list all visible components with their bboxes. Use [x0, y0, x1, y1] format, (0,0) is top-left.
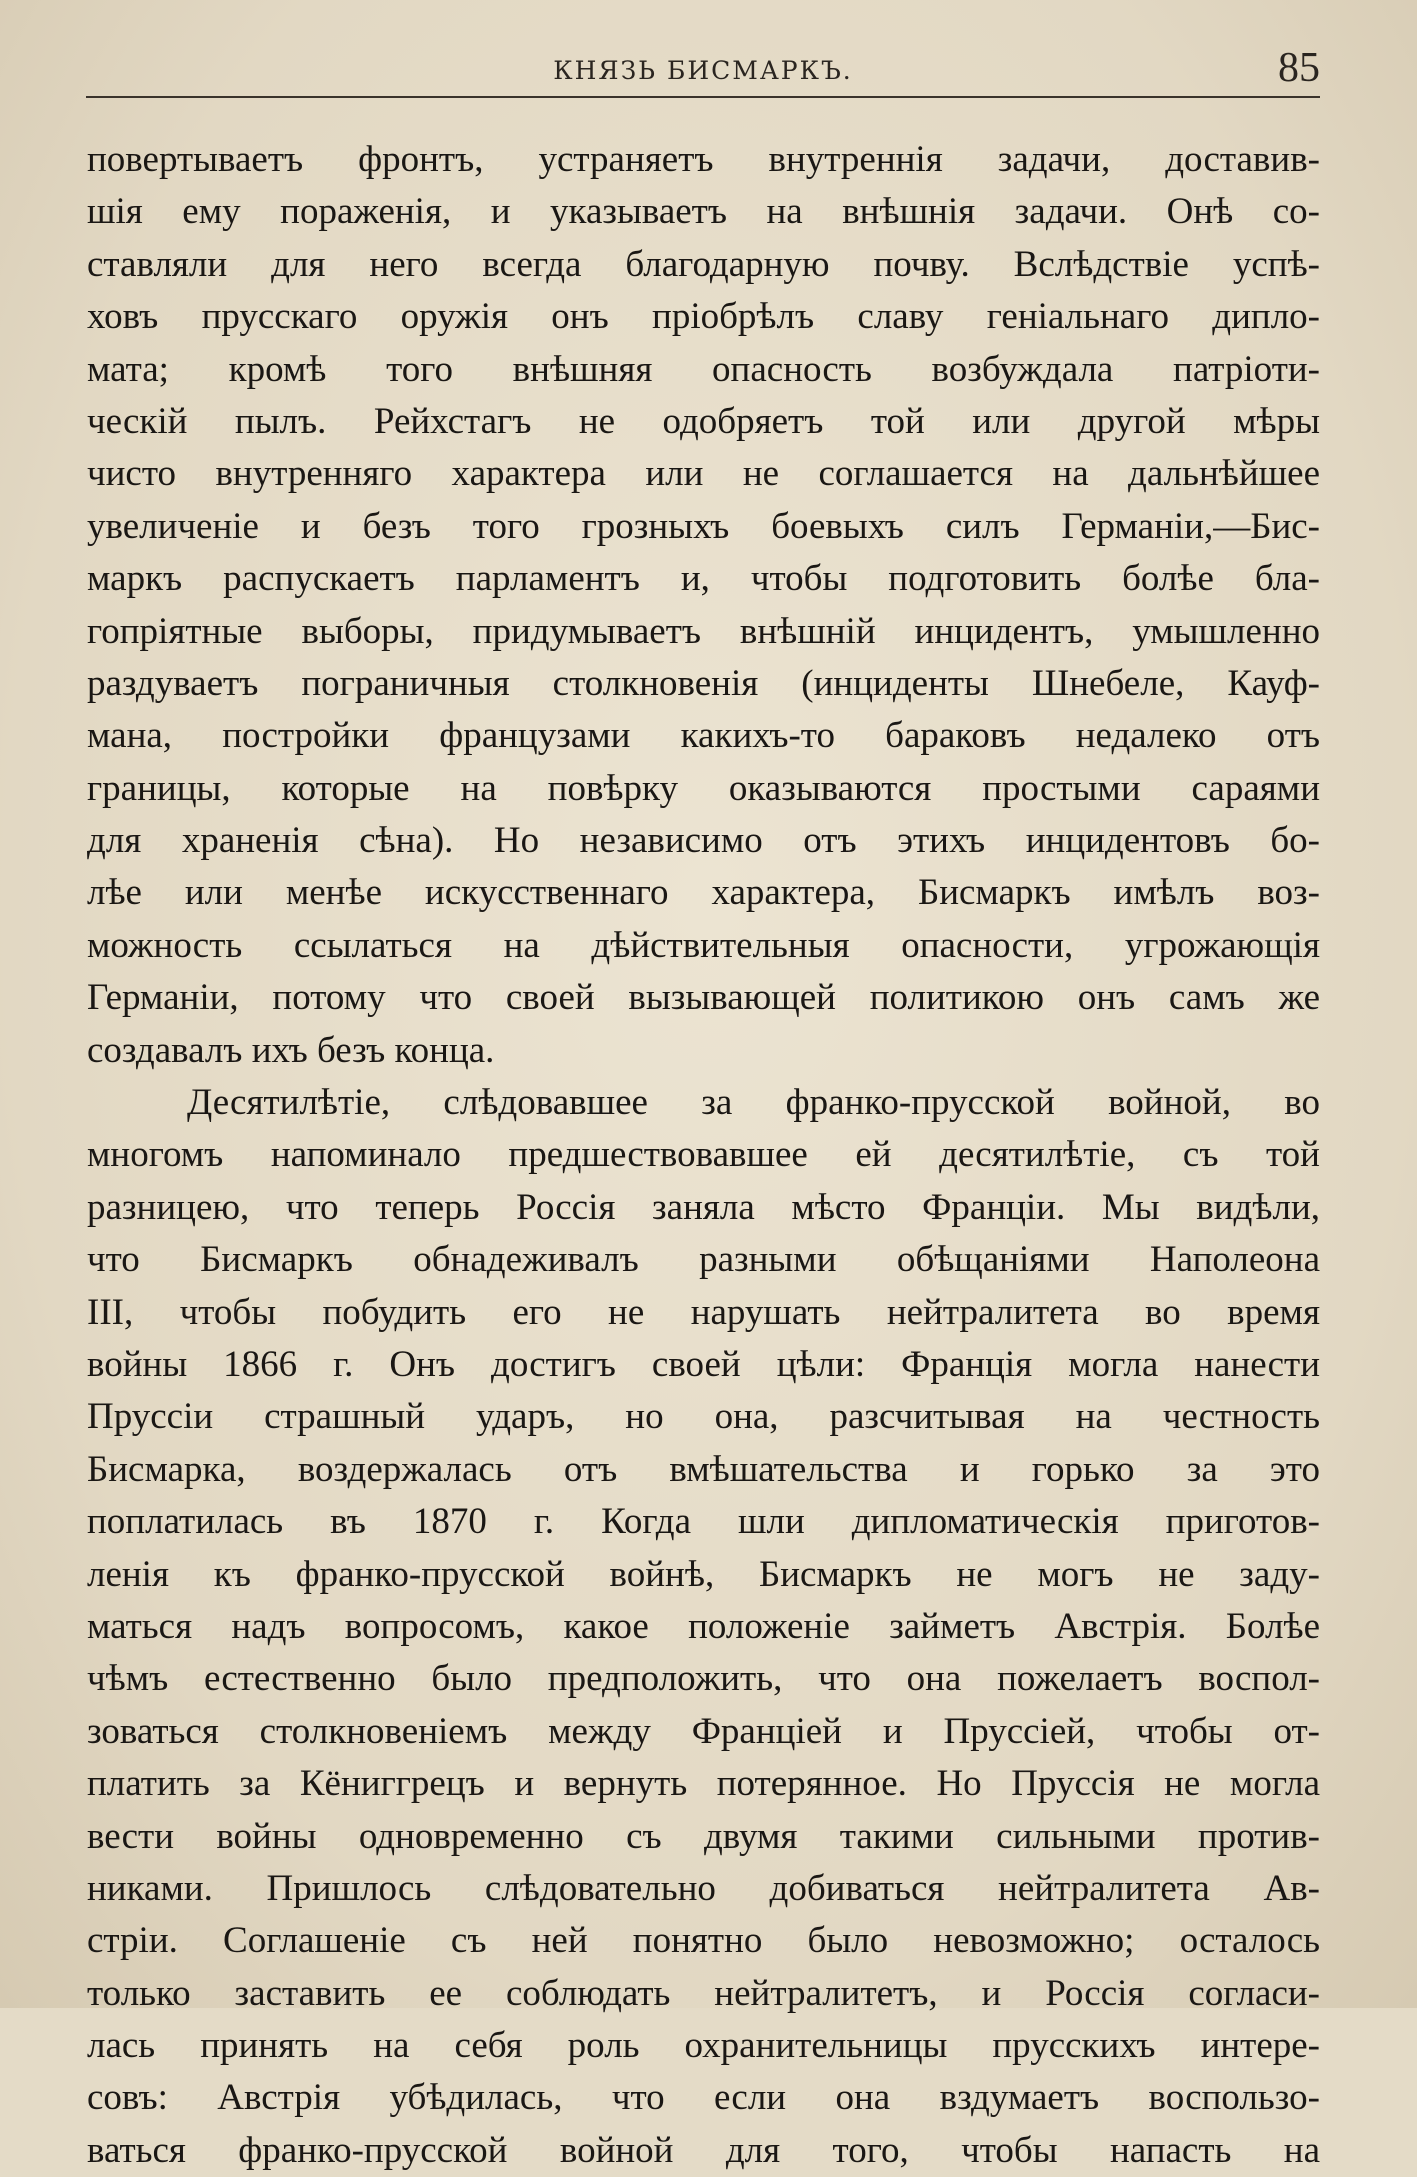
text-line: ленія къ франко-прусской войнѣ, Бисмаркъ не могъ не заду-: [87, 1553, 1320, 1595]
text-line: мана, постройки французами какихъ-то бараковъ недалеко отъ: [87, 715, 1320, 757]
text-line: Пруссіи страшный ударъ, но она, разсчитывая на честность: [87, 1396, 1320, 1438]
text-line: III, чтобы побудить его не нарушать нейтралитета во время: [87, 1291, 1320, 1333]
text-line: чѣмъ естественно было предположить, что она пожелаетъ воспол-: [87, 1658, 1320, 1700]
text-line: границы, которые на повѣрку оказываются простыми сараями: [87, 767, 1320, 809]
header-rule: [86, 96, 1320, 98]
paragraph-first-line: Десятилѣтіе, слѣдовавшее за франко-прусской войной, во: [187, 1082, 1320, 1124]
page-number: 85: [1278, 45, 1320, 91]
text-line: зоваться столкновеніемъ между Франціей и Пруссіей, чтобы от-: [87, 1710, 1320, 1752]
text-line: мата; кромѣ того внѣшняя опасность возбуждала патріоти-: [87, 348, 1320, 390]
text-line: платить за Кёниггрецъ и вернуть потерянное. Но Пруссія не могла: [87, 1763, 1320, 1805]
text-line: маться надъ вопросомъ, какое положеніе займетъ Австрія. Болѣе: [87, 1605, 1320, 1647]
paragraph-last-line: создавалъ ихъ безъ конца.: [87, 1029, 495, 1071]
text-line: что Бисмаркъ обнадеживалъ разными обѣщаніями Наполеона: [87, 1239, 1320, 1281]
text-line: повертываетъ фронтъ, устраняетъ внутреннія задачи, доставив-: [87, 139, 1320, 180]
text-line: ческій пылъ. Рейхстагъ не одобряетъ той или другой мѣры: [87, 400, 1320, 442]
text-line: Германіи, потому что своей вызывающей политикою онъ самъ же: [87, 977, 1320, 1019]
text-line: раздуваетъ пограничныя столкновенія (инциденты Шнебеле, Кауф-: [87, 662, 1320, 704]
text-line: только заставить ее соблюдать нейтралитетъ, и Россія согласи-: [87, 1972, 1320, 2014]
text-line: лѣе или менѣе искусственнаго характера, Бисмаркъ имѣлъ воз-: [87, 872, 1320, 914]
running-title: КНЯЗЬ БИСМАРКЪ.: [553, 56, 853, 85]
running-head: [86, 38, 1320, 98]
text-line: войны 1866 г. Онъ достигъ своей цѣли: Франція могла нанести: [87, 1343, 1320, 1385]
text-line: ховъ прусскаго оружія онъ пріобрѣлъ славу геніальнаго дипло-: [87, 296, 1320, 338]
text-line: увеличеніе и безъ того грозныхъ боевыхъ силъ Германіи,—Бис-: [87, 505, 1320, 547]
text-line: вести войны одновременно съ двумя такими сильными против-: [87, 1815, 1320, 1857]
text-line: для храненія сѣна). Но независимо отъ этихъ инцидентовъ бо-: [87, 820, 1320, 862]
text-line: разницею, что теперь Россія заняла мѣсто Франціи. Мы видѣли,: [87, 1186, 1320, 1228]
body-text: [87, 134, 1320, 2177]
text-line: стріи. Соглашеніе съ ней понятно было невозможно; осталось: [87, 1920, 1320, 1962]
text-line: лась принять на себя роль охранительницы прусскихъ интере-: [87, 2025, 1320, 2067]
text-line: можность ссылаться на дѣйствительныя опасности, угрожающія: [87, 924, 1320, 966]
text-line: совъ: Австрія убѣдилась, что если она вздумаетъ воспользо-: [87, 2077, 1320, 2119]
text-line: никами. Пришлось слѣдовательно добиваться нейтралитета Ав-: [87, 1867, 1320, 1909]
text-line: чисто внутренняго характера или не соглашается на дальнѣйшее: [87, 453, 1320, 495]
text-line: Бисмарка, воздержалась отъ вмѣшательства и горько за это: [87, 1448, 1320, 1490]
text-line: поплатилась въ 1870 г. Когда шли дипломатическія приготов-: [87, 1501, 1320, 1543]
text-line: ваться франко-прусской войной для того, чтобы напасть на: [87, 2129, 1320, 2171]
text-line: многомъ напоминало предшествовавшее ей десятилѣтіе, съ той: [87, 1134, 1320, 1176]
text-line: гопріятные выборы, придумываетъ внѣшній инцидентъ, умышленно: [87, 610, 1320, 652]
text-line: ставляли для него всегда благодарную почву. Вслѣдствіе успѣ-: [87, 243, 1320, 285]
text-line: шія ему пораженія, и указываетъ на внѣшнія задачи. Онѣ со-: [87, 191, 1320, 233]
text-line: маркъ распускаетъ парламентъ и, чтобы подготовить болѣе бла-: [87, 558, 1320, 600]
